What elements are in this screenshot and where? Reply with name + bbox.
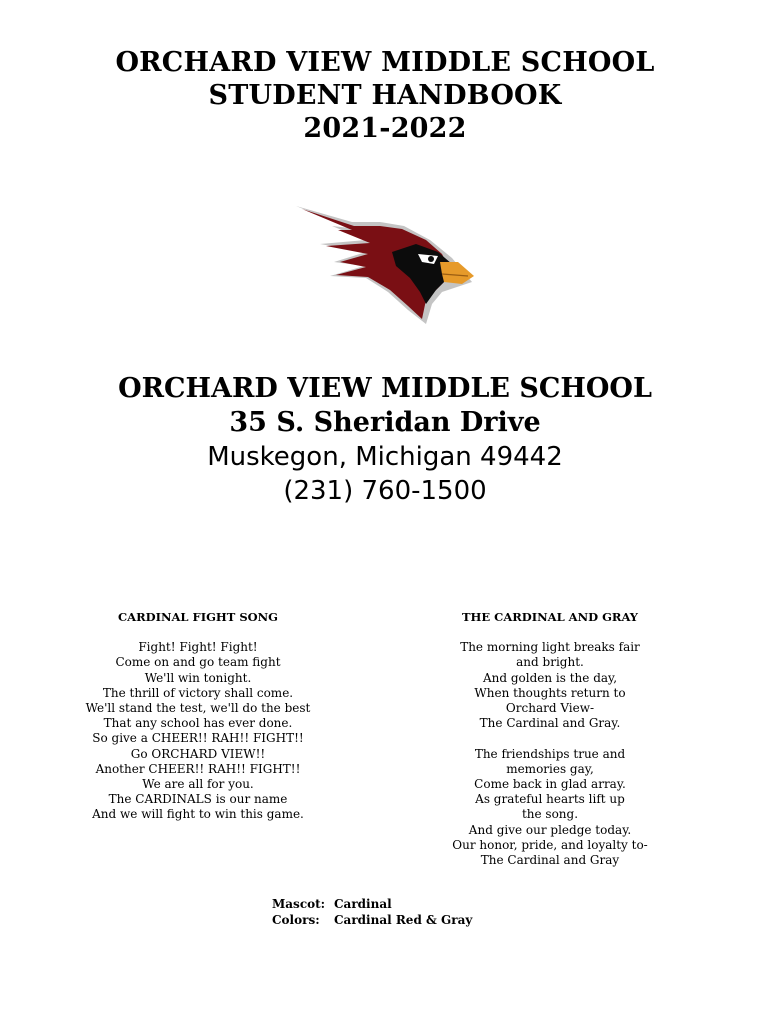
fight-song	[70, 610, 326, 823]
alma-mater-line: The friendships true and	[474, 746, 626, 761]
address-street: 35 S. Sheridan Drive	[229, 407, 541, 438]
fight-song-line: Fight! Fight! Fight!	[138, 640, 258, 655]
fight-song-line: We'll stand the test, we'll do the best	[85, 701, 311, 716]
mascot-row	[272, 897, 472, 913]
colors-value: Cardinal Red & Gray	[334, 912, 473, 927]
mascot-info	[272, 897, 472, 928]
mascot-value: Cardinal	[334, 897, 392, 911]
fight-song-line: And we will fight to win this game.	[92, 807, 304, 822]
alma-mater-line: The Cardinal and Gray.	[479, 716, 621, 731]
address-city: Muskegon, Michigan 49442	[207, 442, 563, 472]
fight-song-line: Go ORCHARD VIEW!!	[130, 746, 266, 761]
alma-mater	[430, 610, 670, 868]
alma-mater-line: the song.	[521, 807, 579, 822]
fight-song-line: We are all for you.	[142, 777, 254, 792]
fight-song-line: Come on and go team fight	[115, 655, 281, 670]
fight-song-line: Another CHEER!! RAH!! FIGHT!!	[95, 761, 301, 776]
alma-mater-line: memories gay,	[506, 761, 594, 776]
colors-row	[272, 913, 472, 929]
fight-song-line: The CARDINALS is our name	[108, 792, 288, 807]
fight-song-line: That any school has ever done.	[103, 716, 293, 731]
logo-pupil	[428, 256, 434, 262]
alma-mater-line: and bright.	[516, 655, 584, 670]
cardinal-head-icon	[292, 200, 482, 330]
verse-spacer	[430, 731, 670, 746]
alma-mater-line: As grateful hearts lift up	[475, 792, 625, 807]
alma-mater-line: When thoughts return to	[474, 685, 626, 700]
fight-song-line: We'll win tonight.	[144, 670, 252, 685]
alma-mater-line: And give our pledge today.	[468, 822, 632, 837]
title-line-year: 2021-2022	[303, 113, 467, 144]
fight-song-title: CARDINAL FIGHT SONG	[118, 610, 278, 624]
alma-mater-line: The morning light breaks fair	[460, 640, 640, 655]
alma-mater-line: Come back in glad array.	[474, 777, 626, 792]
address-phone: (231) 760-1500	[283, 476, 487, 506]
fight-song-line: So give a CHEER!! RAH!! FIGHT!!	[92, 731, 304, 746]
handbook-title	[0, 46, 770, 145]
mascot-label: Mascot:	[272, 897, 326, 911]
title-line-school: ORCHARD VIEW MIDDLE SCHOOL	[115, 47, 655, 78]
alma-mater-line: Our honor, pride, and loyalty to-	[452, 837, 648, 852]
colors-label: Colors:	[272, 912, 320, 927]
title-line-handbook: STUDENT HANDBOOK	[208, 80, 562, 111]
alma-mater-title: THE CARDINAL AND GRAY	[461, 610, 639, 624]
alma-mater-line: The Cardinal and Gray	[480, 853, 620, 868]
school-address	[0, 372, 770, 508]
address-school-name: ORCHARD VIEW MIDDLE SCHOOL	[118, 373, 652, 404]
alma-mater-line: Orchard View-	[505, 701, 595, 716]
alma-mater-line: And golden is the day,	[482, 670, 618, 685]
fight-song-line: The thrill of victory shall come.	[102, 685, 294, 700]
cardinal-logo	[292, 200, 482, 330]
